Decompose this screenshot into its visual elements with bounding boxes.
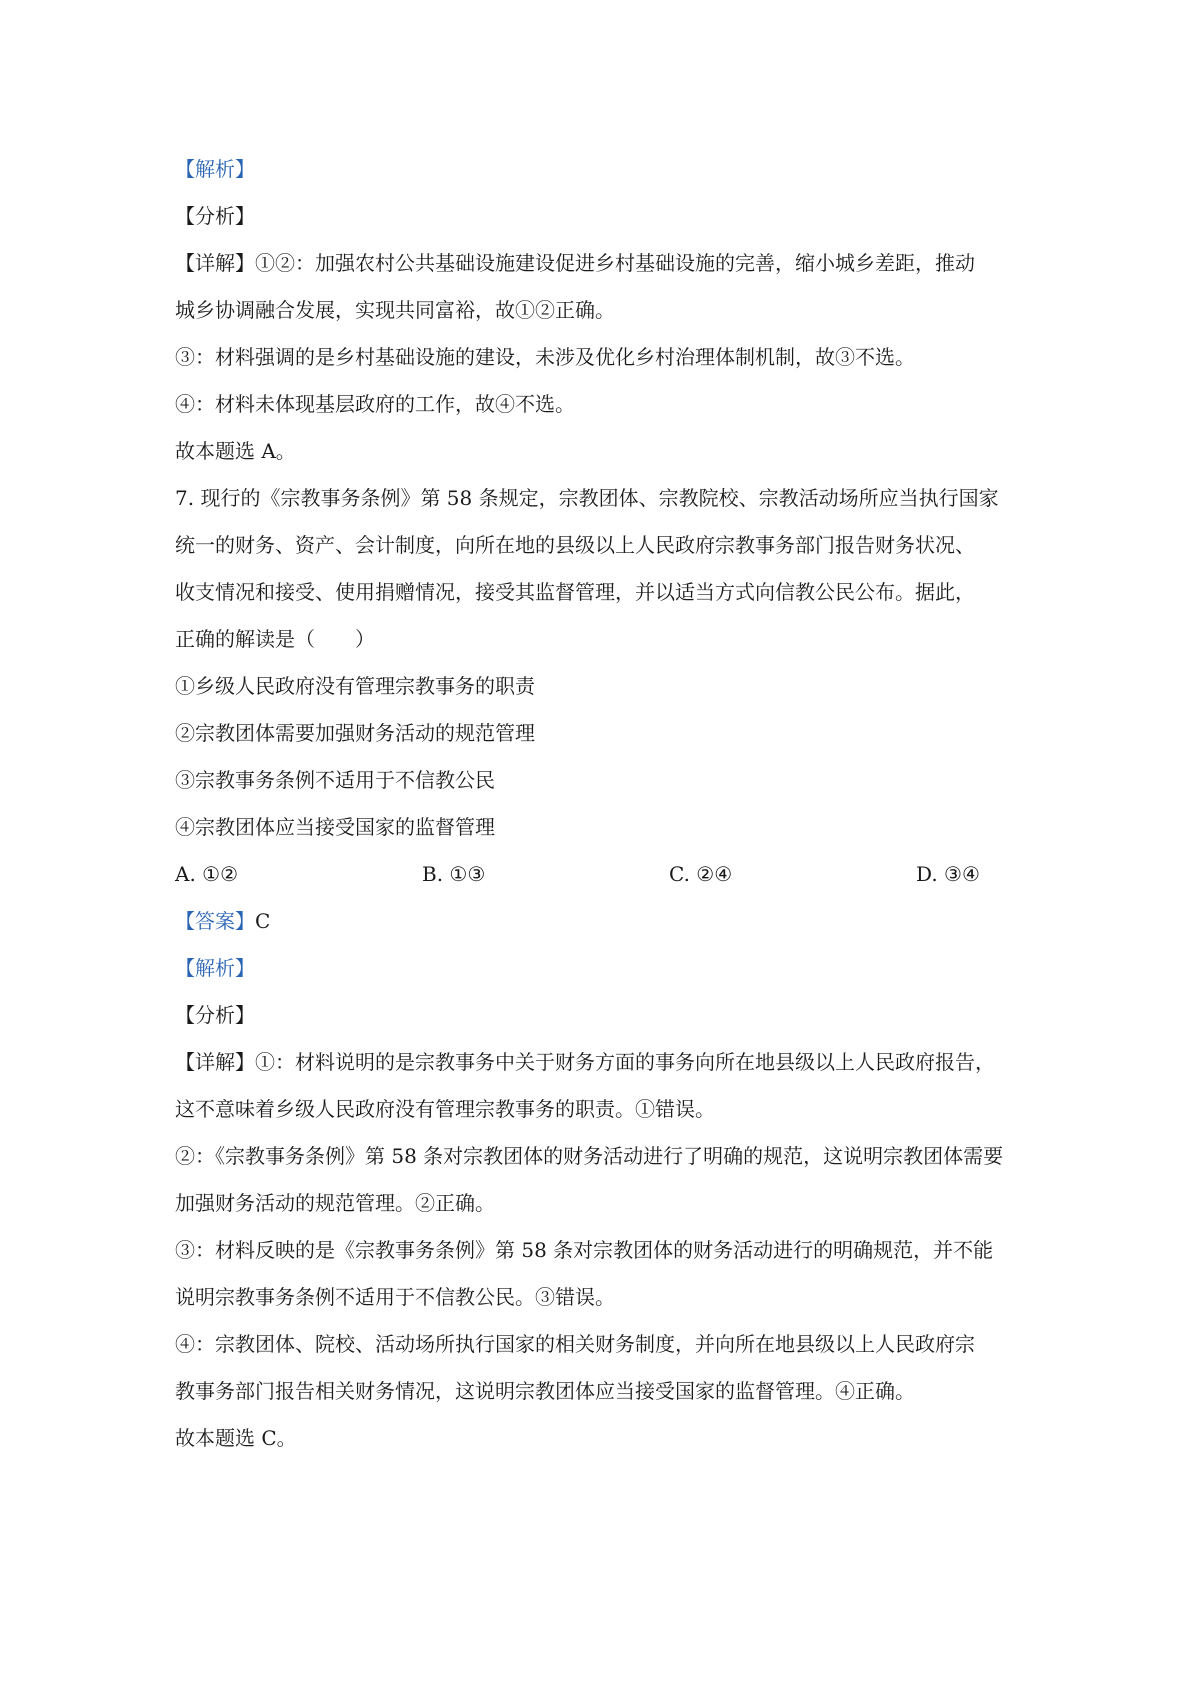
q7-stem-line-2: 统一的财务、资产、会计制度，向所在地的县级以上人民政府宗教事务部门报告财务状况、 xyxy=(175,533,975,557)
q7-explanation-text-1: ①：材料说明的是宗教事务中关于财务方面的事务向所在地县级以上人民政府报告， xyxy=(255,1050,995,1074)
q7-options xyxy=(175,851,1035,898)
conclusion-q6: 故本题选 A。 xyxy=(175,439,296,463)
q7-answer xyxy=(175,898,1035,945)
q7-explanation-line-2: 这不意味着乡级人民政府没有管理宗教事务的职责。①错误。 xyxy=(175,1097,715,1121)
q7-explanation-line-8: 教事务部门报告相关财务情况，这说明宗教团体应当接受国家的监督管理。④正确。 xyxy=(175,1379,915,1403)
q7-option-b: B. ①③ xyxy=(422,862,486,886)
fenxi-label-q6: 【分析】 xyxy=(175,204,255,228)
document-content xyxy=(175,146,1035,1462)
q7-statement-4: ④宗教团体应当接受国家的监督管理 xyxy=(175,815,495,839)
q7-option-c: C. ②④ xyxy=(669,862,733,886)
xiangjie-line-q6-2: 城乡协调融合发展，实现共同富裕，故①②正确。 xyxy=(175,298,615,322)
q7-statement-2: ②宗教团体需要加强财务活动的规范管理 xyxy=(175,721,535,745)
conclusion-q7: 故本题选 C。 xyxy=(175,1426,297,1450)
point4-q6: ④：材料未体现基层政府的工作，故④不选。 xyxy=(175,392,575,416)
xiangjie-text-q6-1: ①②：加强农村公共基础设施建设促进乡村基础设施的完善，缩小城乡差距，推动 xyxy=(255,251,975,275)
q7-explanation-line-6: 说明宗教事务条例不适用于不信教公民。③错误。 xyxy=(175,1285,615,1309)
q7-explanation-line-7: ④：宗教团体、院校、活动场所执行国家的相关财务制度，并向所在地县级以上人民政府宗 xyxy=(175,1332,975,1356)
xiangjie-line-q6-1 xyxy=(175,240,1035,287)
jiexi-label-q6: 【解析】 xyxy=(175,157,255,181)
q7-stem-line-3: 收支情况和接受、使用捐赠情况，接受其监督管理，并以适当方式向信教公民公布。据此， xyxy=(175,580,975,604)
q7-explanation-line-4: 加强财务活动的规范管理。②正确。 xyxy=(175,1191,495,1215)
q7-answer-value: C xyxy=(255,909,271,933)
q7-statement-1: ①乡级人民政府没有管理宗教事务的职责 xyxy=(175,674,535,698)
xiangjie-label-q7: 【详解】 xyxy=(175,1050,255,1074)
q7-stem-line-1: 7. 现行的《宗教事务条例》第 58 条规定，宗教团体、宗教院校、宗教活动场所应当执行国家 xyxy=(175,486,999,510)
q7-option-d: D. ③④ xyxy=(916,862,980,886)
q7-explanation-line-1 xyxy=(175,1039,1035,1086)
q7-statement-3: ③宗教事务条例不适用于不信教公民 xyxy=(175,768,495,792)
jiexi-label-q7: 【解析】 xyxy=(175,956,255,980)
q7-option-a: A. ①② xyxy=(175,862,239,886)
fenxi-label-q7: 【分析】 xyxy=(175,1003,255,1027)
q7-stem-line-4: 正确的解读是（ ） xyxy=(175,627,375,651)
q7-explanation-line-3: ②：《宗教事务条例》第 58 条对宗教团体的财务活动进行了明确的规范，这说明宗教团体需要 xyxy=(175,1144,1004,1168)
q7-explanation-line-5: ③：材料反映的是《宗教事务条例》第 58 条对宗教团体的财务活动进行的明确规范，并不能 xyxy=(175,1238,994,1262)
xiangjie-label-q6: 【详解】 xyxy=(175,251,255,275)
point3-q6: ③：材料强调的是乡村基础设施的建设，未涉及优化乡村治理体制机制，故③不选。 xyxy=(175,345,915,369)
q7-answer-label: 【答案】 xyxy=(175,909,255,933)
